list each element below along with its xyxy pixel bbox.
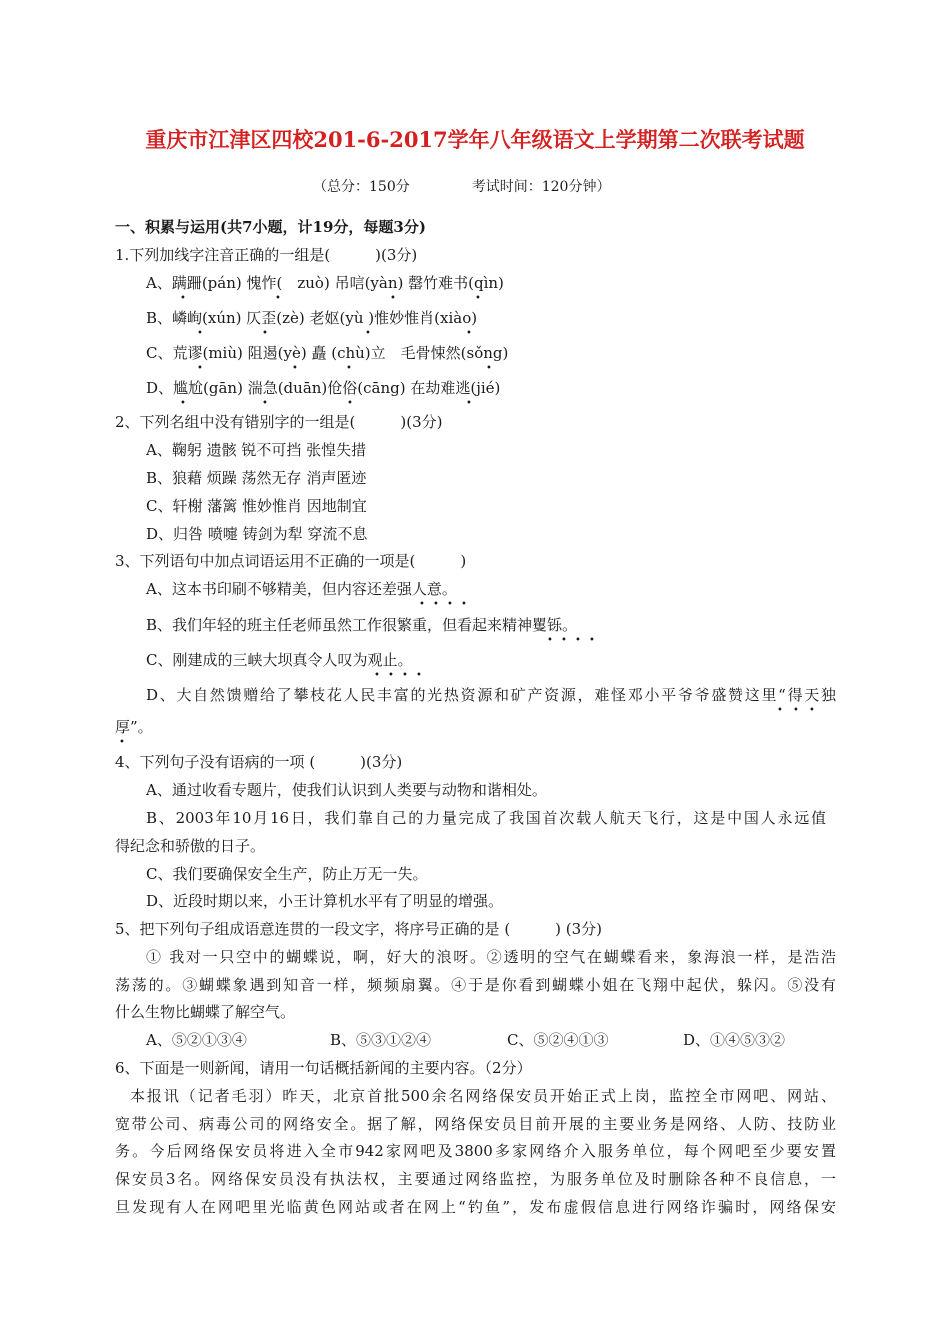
q2-option-a: A、鞠躬 遗骸 锐不可挡 张惶失措: [146, 441, 367, 459]
q5-passage-line1: ① 我对一只空中的蝴蝶说，啊，好大的浪呀。②透明的空气在蝴蝶看来，象海浪一样，是浩浩: [146, 948, 836, 966]
q2-stem: 2、下列名组中没有错别字的一组是( )(3分): [115, 413, 443, 431]
q2-option-d: D、归咎 喷嚏 铸剑为犁 穿流不息: [146, 525, 368, 543]
emphasis-dot: •: [197, 328, 203, 339]
emphasis-dot: •: [346, 363, 352, 374]
q5-option-c: C、⑤②④①③: [507, 1031, 609, 1049]
emphasis-dot: •: [777, 705, 783, 716]
emphasis-dot: •: [561, 635, 567, 646]
emphasis-dot: •: [466, 398, 472, 409]
q3-option-b: B、我们年轻的班主任老师虽然工作很繁重，但看起来精神矍铄。: [146, 616, 578, 634]
q6-news-line3: 务。今后网络保安员将进入全市942家网吧及3800多家网络介入服务单位，每个网吧至少要安置: [115, 1142, 836, 1160]
q6-stem: 6、下面是一则新闻，请用一句话概括新闻的主要内容。（2分）: [115, 1059, 532, 1077]
q5-passage-line2: 荡荡的。③蝴蝶象遇到知音一样，频频扇翼。④于是你看到蝴蝶小姐在飞翔中起伏，躲闪。⑤没有: [115, 976, 836, 994]
emphasis-dot: •: [262, 328, 268, 339]
q3-option-d-line1: D、大自然馈赠给了攀枝花人民丰富的光热资源和矿产资源，难怪邓小平爷爷盛赞这里“得天独: [146, 686, 836, 704]
q4-option-a: A、通过收看专题片，使我们认识到人类要与动物和谐相处。: [146, 781, 547, 799]
emphasis-dot: •: [447, 599, 453, 610]
emphasis-dot: •: [197, 363, 203, 374]
q4-option-d: D、近段时期以来，小王计算机水平有了明显的增强。: [146, 892, 504, 910]
emphasis-dot: •: [347, 398, 353, 409]
section-heading: 一、积累与运用(共7小题，计19分，每题3分): [115, 218, 426, 236]
q2-option-b: B、狼藉 烦躁 荡然无存 消声匿迹: [146, 469, 367, 487]
emphasis-dot: •: [292, 363, 298, 374]
emphasis-dot: •: [275, 293, 281, 304]
exam-meta: [313, 177, 610, 197]
emphasis-dot: •: [419, 599, 425, 610]
q6-news-line5: 旦发现有人在网吧里光临黄色网站或者在网上“钓鱼”，发布虚假信息进行网络诈骗时，网络保安: [115, 1198, 836, 1216]
emphasis-dot: •: [466, 328, 472, 339]
emphasis-dot: •: [547, 635, 553, 646]
emphasis-dot: •: [180, 398, 186, 409]
emphasis-dot: •: [388, 670, 394, 681]
emphasis-dot: •: [365, 328, 371, 339]
emphasis-dot: •: [589, 635, 595, 646]
emphasis-dot: •: [402, 670, 408, 681]
q6-news-line1: 本报讯（记者毛羽）昨天，北京首批500余名网络保安员开始正式上岗，监控全市网吧、网站、: [130, 1087, 836, 1105]
emphasis-dot: •: [374, 670, 380, 681]
document-title: 重庆市江津区四校201-6-2017学年八年级语文上学期第二次联考试题: [145, 127, 805, 152]
q4-stem: 4、下列句子没有语病的一项 ( )(3分): [115, 753, 403, 771]
q1-option-b: B、嶙峋(xún) 仄歪(zè) 老妪(yù )惟妙惟肖(xiào): [146, 309, 478, 327]
q6-news-line4: 保安员3名。网络保安员没有执法权，主要通过网络监控，为服务单位及时删除各种不良信息，一: [115, 1170, 836, 1188]
q2-option-c: C、轩榭 藩篱 惟妙惟肖 因地制宜: [146, 497, 367, 515]
q3-option-c: C、刚建成的三峡大坝真令人叹为观止。: [146, 651, 413, 669]
q3-option-d-line2: 厚”。: [115, 718, 153, 736]
emphasis-dot: •: [390, 293, 396, 304]
total-score: （总分：150分: [313, 179, 410, 195]
emphasis-dot: •: [433, 599, 439, 610]
q3-option-a: A、这本书印刷不够精美，但内容还差强人意。: [146, 580, 457, 598]
q5-option-a: A、⑤②①③④: [146, 1031, 247, 1049]
emphasis-dot: •: [486, 363, 492, 374]
exam-time: 考试时间：120分钟）: [471, 179, 611, 195]
q6-news-line2: 宽带公司、病毒公司的网络安全。据了解，网络保安员目前开展的主要业务是网络、人防、技防业: [115, 1115, 836, 1133]
emphasis-dot: •: [461, 599, 467, 610]
emphasis-dot: •: [119, 737, 125, 748]
emphasis-dot: •: [793, 705, 799, 716]
emphasis-dot: •: [809, 705, 815, 716]
emphasis-dot: •: [416, 670, 422, 681]
q5-stem: 5、把下列句子组成语意连贯的一段文字，将序号正确的是 ( ) (3分): [115, 920, 603, 938]
q1-option-a: A、蹒跚(pán) 愧怍( zuò) 吊唁(yàn) 罄竹难书(qìn): [146, 274, 504, 292]
q4-option-b-line1: B、2003年10月16日，我们靠自己的力量完成了我国首次载人航天飞行，这是中国人永远值: [146, 809, 826, 827]
q1-option-c: C、荒谬(miù) 阻遏(yè) 矗 (chù)立 毛骨悚然(sǒng): [146, 344, 509, 362]
q5-option-d: D、①④⑤③②: [683, 1031, 786, 1049]
q5-option-b: B、⑤③①②④: [330, 1031, 432, 1049]
q3-stem: 3、下列语句中加点词语运用不正确的一项是( ): [115, 552, 467, 570]
q4-option-b-line2: 得纪念和骄傲的日子。: [115, 837, 266, 855]
q1-option-d: D、尴尬(gān) 湍急(duān)伧俗(cāng) 在劫难逃(jié): [146, 379, 501, 397]
emphasis-dot: •: [262, 398, 268, 409]
q4-option-c: C、我们要确保安全生产，防止万无一失。: [146, 865, 428, 883]
q5-passage-line3: 什么生物比蝴蝶了解空气。: [115, 1003, 296, 1021]
q1-stem: 1.下列加线字注音正确的一组是( )(3分): [115, 246, 418, 264]
emphasis-dot: •: [575, 635, 581, 646]
emphasis-dot: •: [475, 293, 481, 304]
emphasis-dot: •: [180, 293, 186, 304]
